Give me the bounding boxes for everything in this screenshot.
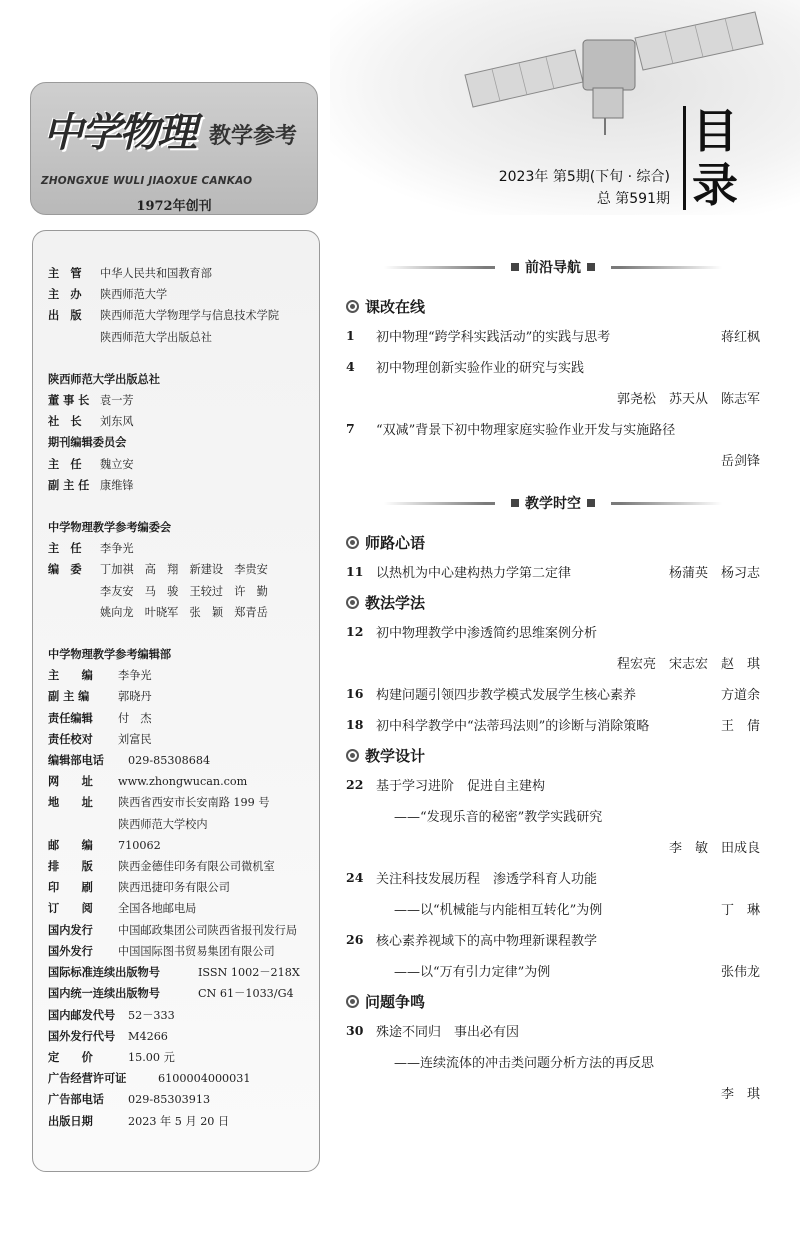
title-divider [683,106,686,210]
toc-entry[interactable]: 1 初中物理“跨学科实践活动”的实践与思考 蒋红枫 [346,328,760,345]
imprint-row: 排 版 陕西金德佳印务有限公司微机室 [48,860,275,874]
imprint-row: 责任编辑 付 杰 [48,711,152,725]
section-heading: 师路心语 [346,529,760,556]
imprint-row: 国外发行 中国国际图书贸易集团有限公司 [48,944,275,958]
target-icon [346,596,359,609]
imprint-row: 主 管 中华人民共和国教育部 [48,267,212,280]
total-issue: 总 第591期 [596,191,670,207]
imprint-row: 出 版 陕西师范大学物理学与信息技术学院 [48,309,280,323]
imprint-row: 姚向龙 叶晓军 张 颖 郑青岳 [100,605,268,619]
imprint-row: 主 任 魏立安 [48,457,134,471]
imprint-row: 副 主 编 郭晓丹 [48,690,152,704]
target-icon [346,749,359,762]
imprint-row: 陕西师范大学校内 [118,817,208,831]
imprint-row: 印 刷 陕西迅捷印务有限公司 [48,881,230,895]
imprint-row: 定 价 15.00 元 [48,1050,175,1064]
toc-entry[interactable]: 12 初中物理教学中渗透简约思维案例分析 程宏亮 宋志宏 赵 琪 [346,624,760,672]
imprint-row: 副 主 任 康维锋 [48,478,134,492]
section-heading: 教法学法 [346,589,760,616]
target-icon [346,995,359,1008]
imprint-heading: 陕西师范大学出版总社 [48,372,160,386]
issue-info [440,166,670,210]
imprint-row: 国际标准连续出版物号 ISSN 1002－218X [48,966,300,980]
imprint-row: 地 址 陕西省西安市长安南路 199 号 [48,796,270,810]
imprint-row: 李友安 马 骏 王较过 许 勤 [100,584,268,598]
section-heading: 教学设计 [346,742,760,769]
imprint-row: 编辑部电话 029-85308684 [48,754,211,768]
target-icon [346,300,359,313]
toc-entry[interactable]: 7 “双减”背景下初中物理家庭实验作业开发与实施路径 岳剑锋 [346,421,760,469]
target-icon [346,536,359,549]
toc-entry[interactable]: 4 初中物理创新实验作业的研究与实践 郭尧松 苏天从 陈志军 [346,359,760,407]
imprint-row: 订 阅 全国各地邮电局 [48,902,197,916]
section-heading: 课改在线 [346,293,760,320]
banner-teaching: 教学时空 [346,491,760,515]
toc-entry[interactable]: 22 基于学习进阶 促进自主建构 ——“发现乐音的秘密”教学实践研究 李 敏 田成良 [346,777,760,856]
imprint-row: 社 长 刘东风 [48,415,134,429]
imprint-heading: 中学物理教学参考编辑部 [48,648,172,662]
imprint-row: 国内邮发代号 52－333 [48,1008,175,1022]
logo-subtitle: 教学参考 [209,124,298,149]
toc-heading [692,104,752,212]
imprint-row: 主 办 陕西师范大学 [48,288,168,302]
imprint-heading: 期刊编辑委员会 [48,436,127,450]
imprint-row: 广告部电话 029-85303913 [48,1093,211,1107]
toc-entry[interactable]: 26 核心素养视域下的高中物理新课程教学 ——以“万有引力定律”为例 张伟龙 [346,932,760,980]
imprint-row: 陕西师范大学出版总社 [100,330,212,344]
logo-pinyin: ZHONGXUE WULI JIAOXUE CANKAO [41,175,253,187]
logo-title: 中学物理 [43,110,195,156]
founded-year: 1972年创刊 [136,199,212,214]
imprint-heading: 中学物理教学参考编委会 [48,521,172,535]
imprint-row: 邮 编 710062 [48,838,161,852]
section-heading: 问题争鸣 [346,988,760,1015]
toc-entry[interactable]: 16 构建问题引领四步教学模式发展学生核心素养 方道余 [346,686,760,703]
imprint-row: 主 编 李争光 [48,669,152,683]
toc-entry[interactable]: 24 关注科技发展历程 渗透学科育人功能 ——以“机械能与内能相互转化”为例 丁 琳 [346,870,760,918]
imprint-row: 国内统一连续出版物号 CN 61－1033/G4 [48,987,294,1001]
imprint-row: 国内发行 中国邮政集团公司陕西省报刊发行局 [48,923,298,937]
imprint-content [48,263,320,1132]
toc-entry[interactable]: 11 以热机为中心建构热力学第二定律 杨蒲英 杨习志 [346,564,760,581]
imprint-row: 编 委 丁加祺 高 翔 新建设 李贵安 [48,563,268,577]
table-of-contents [346,255,760,1108]
imprint-row: 主 任 李争光 [48,542,134,556]
journal-logo [30,82,318,215]
imprint-row: 国外发行代号 M4266 [48,1029,168,1043]
toc-entry[interactable]: 30 殊途不同归 事出必有因 ——连续流体的冲击类问题分析方法的再反思 李 琪 [346,1023,760,1102]
issue-number: 2023年 第5期(下旬 · 综合) [498,169,670,185]
toc-entry[interactable]: 18 初中科学教学中“法蒂玛法则”的诊断与消除策略 王 倩 [346,717,760,734]
banner-frontier: 前沿导航 [346,255,760,279]
toc-heading-char-2: 录 [692,158,738,212]
imprint-row: 责任校对 刘富民 [48,732,152,746]
imprint-row: 网 址 www.zhongwucan.com [48,775,248,789]
imprint-row: 董 事 长 袁一芳 [48,394,134,408]
toc-heading-char-1: 目 [692,104,738,158]
imprint-row: 出版日期 2023 年 5 月 20 日 [48,1114,230,1128]
imprint-row: 广告经营许可证 6100004000031 [48,1072,251,1086]
